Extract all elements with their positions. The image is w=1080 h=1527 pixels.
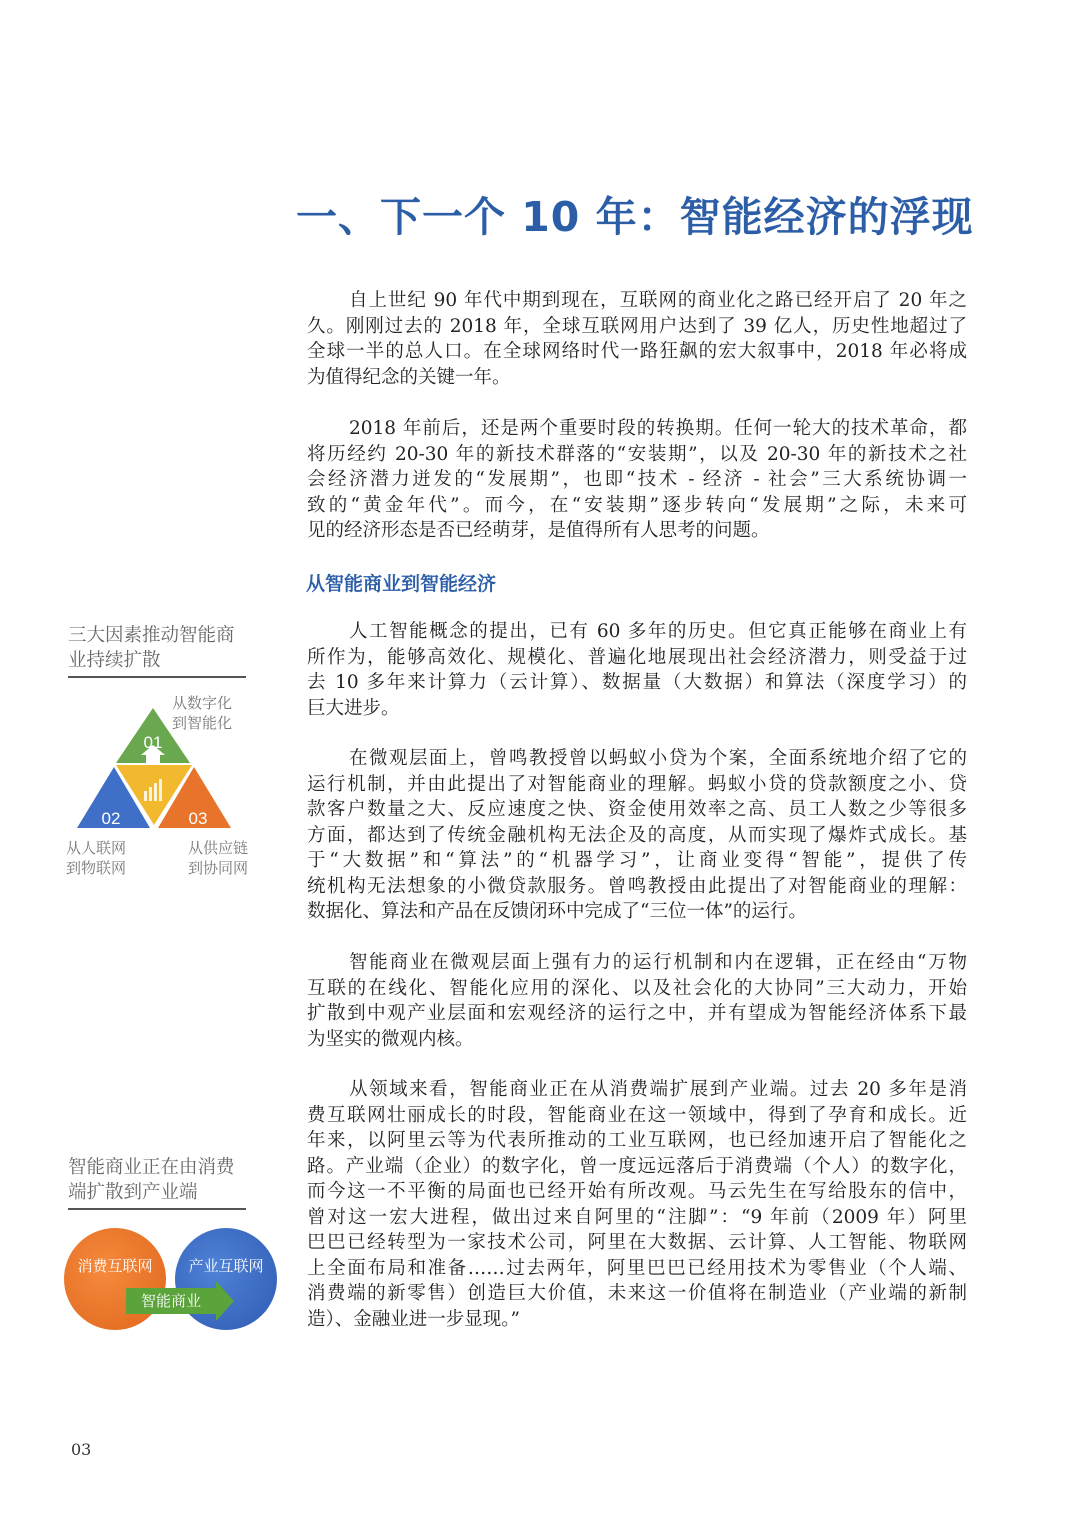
arrow-right-icon [216, 1281, 234, 1321]
paragraph-line: 上全面布局和准备……过去两年，阿里巴巴已经用技术为零售业（个人端、 [307, 1257, 967, 1279]
body-paragraph [307, 288, 967, 390]
paragraph-line: 2018 年前后，还是两个重要时段的转换期。任何一轮大的技术革命，都 [349, 418, 967, 439]
paragraph-line: 年来，以阿里云等为代表所推动的工业互联网，也已经加速开启了智能化之 [307, 1130, 967, 1151]
paragraph-line: 久。刚刚过去的 2018 年，全球互联网用户达到了 39 亿人，历史性地超过了 [307, 315, 967, 337]
label-people-to-things [66, 838, 126, 878]
sidebar-caption-consumer-to-industry [68, 1155, 246, 1210]
paragraph-line: 方面，都达到了传统金融机构无法企及的高度，从而实现了爆炸式成长。基 [307, 824, 967, 846]
paragraph-line: 为坚实的微观内核。 [307, 1028, 474, 1050]
paragraph-line: 从领域来看，智能商业正在从消费端扩展到产业端。过去 20 多年是消 [349, 1079, 967, 1100]
paragraph-line: 于“大数据”和“算法”的“机器学习”，让商业变得“智能”，提供了传 [307, 850, 967, 871]
paragraph-line: 巨大进步。 [307, 697, 400, 719]
caption-line: 业持续扩散 [68, 650, 161, 671]
paragraph-line: 数据化、算法和产品在反馈闭环中完成了“三位一体”的运行。 [307, 901, 807, 922]
page-number: 03 [71, 1440, 92, 1459]
label-line: 到智能化 [172, 714, 233, 732]
body-paragraph [307, 746, 967, 925]
label-line: 到物联网 [66, 859, 127, 877]
paragraph-line: 统机构无法想象的小微贷款服务。曾鸣教授由此提出了对智能商业的理解： [307, 875, 967, 897]
paragraph-line: 互联的在线化、智能化应用的深化、以及社会化的大协同”三大动力，开始 [307, 977, 967, 999]
paragraph-line: 智能商业在微观层面上强有力的运行机制和内在逻辑，正在经由“万物 [349, 952, 967, 973]
num-02: 02 [101, 809, 121, 828]
paragraph-line: 巴巴已经转型为一家技术公司，阿里在大数据、云计算、人工智能、物联网 [307, 1232, 967, 1253]
sidebar-caption-factors [68, 623, 246, 678]
label-supply-to-collab [188, 838, 248, 878]
label-line: 从数字化 [172, 694, 233, 712]
paragraph-line: 款客户数量之大、反应速度之快、资金使用效率之高、员工人数之少等很多 [307, 799, 967, 820]
caption-line: 端扩散到产业端 [68, 1182, 198, 1203]
paragraph-line: 会经济潜力迸发的“发展期”，也即“技术 - 经济 - 社会”三大系统协调一 [307, 469, 967, 490]
caption-line: 三大因素推动智能商 [68, 625, 235, 646]
paragraph-line: 所作为，能够高效化、规模化、普遍化地展现出社会经济潜力，则受益于过 [307, 646, 967, 668]
label-line: 从供应链 [188, 839, 249, 857]
arrow-smart-business: 智能商业 [126, 1288, 216, 1314]
paragraph-line: 将历经约 20-30 年的新技术群落的“安装期”，以及 20-30 年的新技术之社 [307, 443, 967, 465]
paragraph-line: 扩散到中观产业层面和宏观经济的运行之中，并有望成为智能经济体系下最 [307, 1003, 967, 1024]
section-heading: 从智能商业到智能经济 [306, 573, 497, 595]
label-line: 从人联网 [66, 839, 127, 857]
paragraph-line: 路。产业端（企业）的数字化，曾一度远远落后于消费端（个人）的数字化， [307, 1155, 967, 1177]
paragraph-line: 曾对这一宏大进程，做出过来自阿里的“注脚”：“9 年前（2009 年）阿里 [307, 1206, 967, 1228]
paragraph-line: 致的“黄金年代”。而今，在“安装期”逐步转向“发展期”之际，未来可 [307, 494, 967, 516]
caption-line: 智能商业正在由消费 [68, 1157, 235, 1178]
circle-industrial-internet: 产业互联网 [175, 1228, 277, 1330]
circle-consumer-internet: 消费互联网 [64, 1228, 166, 1330]
label-line: 到协同网 [188, 859, 249, 877]
paragraph-line: 在微观层面上，曾鸣教授曾以蚂蚁小贷为个案，全面系统地介绍了它的 [349, 748, 967, 769]
body-paragraph [307, 1077, 967, 1332]
paragraph-line: 人工智能概念的提出，已有 60 多年的历史。但它真正能够在商业上有 [349, 621, 967, 642]
paragraph-line: 而今这一不平衡的局面也已经开始有所改观。马云先生在写给股东的信中， [307, 1181, 967, 1202]
body-paragraph [307, 950, 967, 1052]
paragraph-line: 费互联网壮丽成长的时段，智能商业在这一领域中，得到了孕育和成长。近 [307, 1104, 967, 1126]
paragraph-line: 全球一半的总人口。在全球网络时代一路狂飙的宏大叙事中，2018 年必将成 [307, 341, 967, 362]
paragraph-line: 运行机制，并由此提出了对智能商业的理解。蚂蚁小贷的贷款额度之小、贷 [307, 773, 967, 795]
paragraph-line: 为值得纪念的关键一年。 [307, 366, 511, 388]
page-title: 一、下一个 10 年：智能经济的浮现 [296, 193, 974, 241]
paragraph-line: 造）、金融业进一步显现。” [307, 1308, 520, 1330]
body-paragraph [307, 619, 967, 721]
triangle-diagram [74, 705, 264, 840]
paragraph-line: 自上世纪 90 年代中期到现在，互联网的商业化之路已经开启了 20 年之 [349, 290, 967, 311]
paragraph-line: 消费端的新零售）创造巨大价值，未来这一价值将在制造业（产业端的新制 [307, 1283, 967, 1304]
num-03: 03 [188, 809, 208, 828]
paragraph-line: 见的经济形态是否已经萌芽，是值得所有人思考的问题。 [307, 520, 770, 541]
num-01: 01 [143, 733, 163, 752]
paragraph-line: 去 10 多年来计算力（云计算）、数据量（大数据）和算法（深度学习）的 [307, 672, 967, 693]
body-paragraph [307, 416, 967, 544]
